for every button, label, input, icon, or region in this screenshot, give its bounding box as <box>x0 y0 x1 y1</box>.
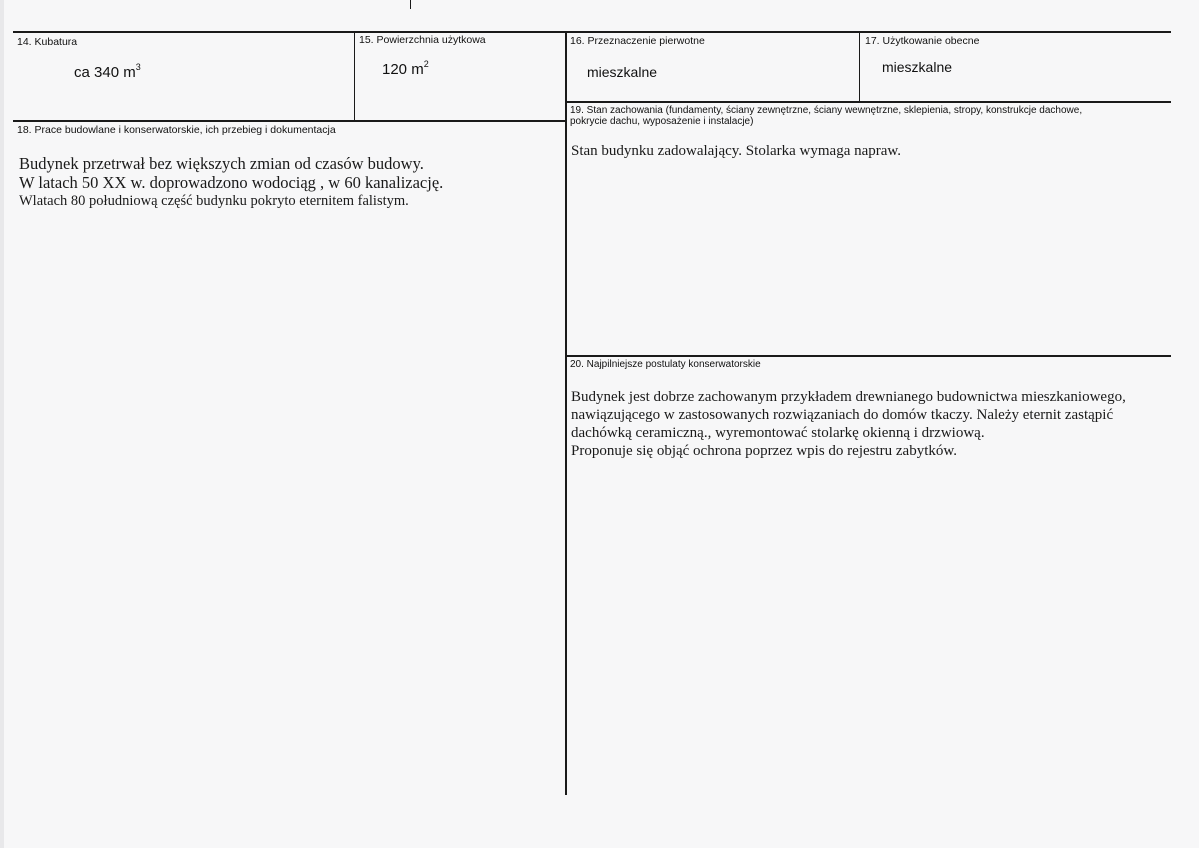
field-19-text <box>571 142 901 160</box>
field-15-label: 15. Powierzchnia użytkowa <box>359 34 486 46</box>
field-16-value: mieszkalne <box>587 64 658 80</box>
main-divider <box>565 31 567 795</box>
top-rule <box>13 31 1171 33</box>
field-18-line: Wlatach 80 południową część budynku pokryto eternitem falistym. <box>19 193 409 209</box>
field-19-label <box>570 105 1082 127</box>
field-19-line: Stan budynku zadowalający. Stolarka wymaga napraw. <box>571 143 902 159</box>
field-20-text <box>571 388 1126 460</box>
field-14-value: ca 340 $m^3$ <box>74 62 141 81</box>
form-sheet <box>4 0 1199 848</box>
field-18-text <box>19 154 443 211</box>
rule-18 <box>13 120 566 122</box>
divider-16-17 <box>859 31 860 102</box>
divider-14-15 <box>354 31 355 122</box>
rule-20 <box>566 355 1171 357</box>
field-14-label: 14. Kubatura <box>17 36 78 48</box>
field-17-label: 17. Użytkowanie obecne <box>865 35 980 47</box>
field-19-label-line: pokrycie dachu, wyposażenie i instalacje) <box>570 116 754 127</box>
field-16-label: 16. Przeznaczenie pierwotne <box>570 35 705 47</box>
field-20-line: Proponuje się objąć ochrona poprzez wpis do rejestru zabytków. <box>571 443 957 459</box>
field-18-line: W latach 50 XX w. doprowadzono wodociąg , w 60 kanalizację. <box>19 173 444 192</box>
field-18-label: 18. Prace budowlane i konserwatorskie, ich przebieg i dokumentacja <box>17 124 336 136</box>
field-20-label: 20. Najpilniejsze postulaty konserwatorskie <box>570 359 761 370</box>
field-20-line: dachówką ceramiczną., wyremontować stolarkę okienną i drzwiową. <box>571 425 985 441</box>
field-17-value: mieszkalne <box>882 59 953 75</box>
field-19-label-line: 19. Stan zachowania (fundamenty, ściany zewnętrzne, ściany wewnętrzne, sklepienia, stropy, konstrukcje dachowe, <box>570 105 1083 116</box>
field-15-value: 120 $m^2$ <box>382 59 429 78</box>
field-20-line: nawiązującego w zastosowanych rozwiązaniach do domów tkaczy. Należy eternit zastąpić <box>571 407 1114 423</box>
top-tick <box>410 0 411 9</box>
rule-19 <box>566 101 1171 103</box>
field-20-line: Budynek jest dobrze zachowanym przykładem drewnianego budownictwa mieszkaniowego, <box>571 389 1126 405</box>
field-18-line: Budynek przetrwał bez większych zmian od czasów budowy. <box>19 154 424 173</box>
